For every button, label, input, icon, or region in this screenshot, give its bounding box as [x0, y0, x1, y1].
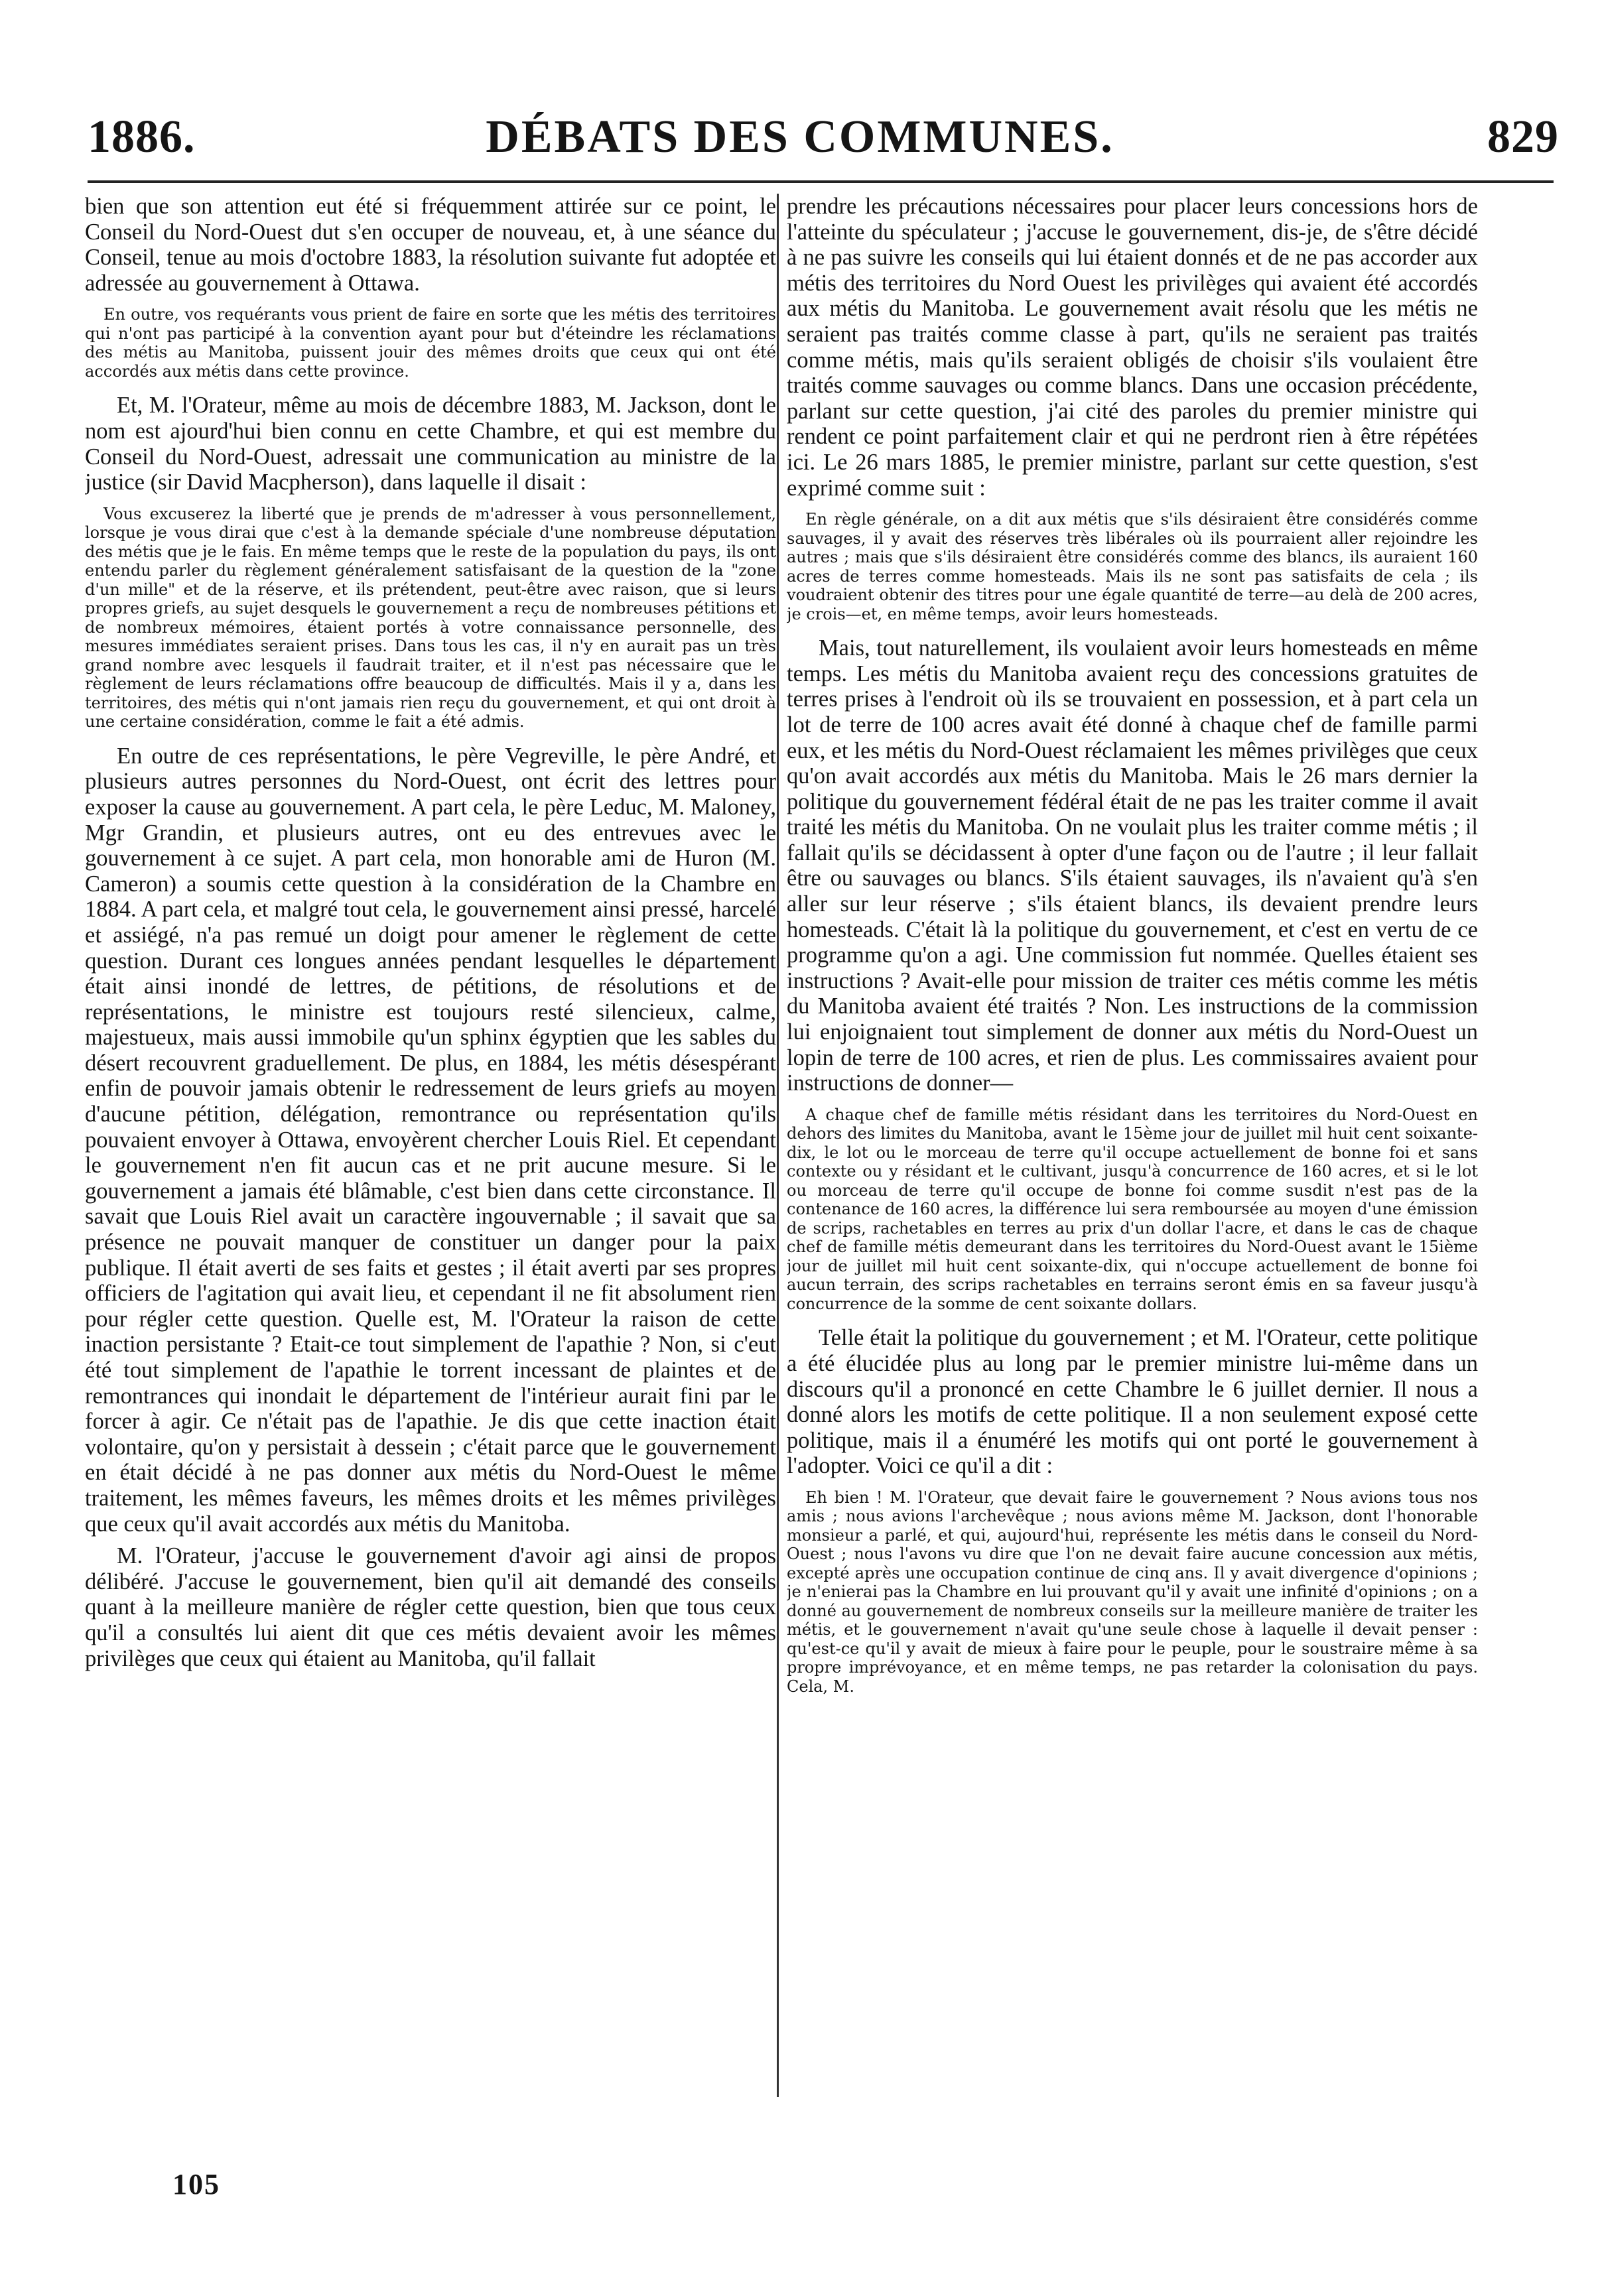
quotation: En règle générale, on a dit aux métis que s'ils désiraient être considérés comme sauvages, il y avait des réserves très libérales où ils pourraient aller rejoindre les autres ; mais que s'ils désiraient être considérés comme des blancs, ils auraient 160 acres de terres comme homesteads. Mais ils ne sont pas satisfaits de cela ; ils voudraient obtenir des titres pour une égale quantité de terre—au delà de 200 acres, je crois—et, en même temps, avoir leurs homesteads.: [787, 510, 1478, 623]
signature-folio: 105: [172, 2168, 220, 2200]
quotation: Vous excuserez la liberté que je prends de m'adresser à vous personnellement, lorsque je vous dirai que c'est à la demande spéciale d'une nombreuse députation des métis que je le fais. En même temps que le reste de la population du pays, ils ont entendu parler du règlement généralement satisfaisant de la question de la "zone d'un mille" et de la réserve, et ils prétendent, peut-être avec raison, que si leurs propres griefs, au sujet desquels le gouvernement a reçu de nombreuses pétitions et de nombreux mémoires, étaient portés à votre connaissance personnelle, des mesures immédiates seraient prises. Dans tous les cas, il n'y en aurait pas un très grand nombre avec lesquels il faudrait traiter, et il n'est pas nécessaire que le règlement de leurs réclamations offre beaucoup de difficultés. Mais il y a, dans les territoires, des métis qui n'ont jamais rien reçu du gouvernement, et qui ont droit à une certaine considération, comme le fait a été admis.: [85, 504, 776, 732]
paragraph: prendre les précautions nécessaires pour placer leurs concessions hors de l'atteinte du spéculateur ; j'accuse le gouvernement, dis-je, de s'être décidé à ne pas suivre les conseils qui lui étaient donnés et de ne pas accorder aux métis des territoires du Nord Ouest les privilèges qui avaient été accordés aux métis du Manitoba. Le gouvernement avait résolu que les métis ne seraient pas traités comme classe à part, qu'ils ne seraient pas traités comme métis, mais qu'ils seraient obligés de choisir s'ils voulaient être traités comme sauvages ou comme blancs. Dans une occasion précédente, parlant sur cette question, j'ai cité des paroles du premier ministre qui rendent ce point parfaitement clair et qui ne perdront rien à être répétées ici. Le 26 mars 1885, le premier ministre, parlant sur cette question, s'est exprimé comme suit :: [787, 194, 1478, 501]
right-column: [787, 194, 1478, 2236]
quotation: Eh bien ! M. l'Orateur, que devait faire le gouvernement ? Nous avions tous nos amis ; nous avions l'archevêque ; nous avions même M. Jackson, dont l'honorable monsieur a parlé, et qui, aujourd'hui, représente les métis dans le conseil du Nord-Ouest ; nous l'avons vu dire que l'on ne devait faire aucune concession aux métis, excepté après une occupation continue de cinq ans. Il y avait divergence d'opinions ; je n'enierai pas la Chambre en lui prouvant qu'il y avait une infinité d'opinions ; on a donné au gouvernement de nombreux conseils sur la meilleure manière de traiter les métis, et le gouvernement n'avait qu'une seule chose à laquelle il devait penser : qu'est-ce qu'il y avait de mieux à faire pour le peuple, pour le soustraire même à sa propre imprévoyance, et en même temps, ne pas retarder la colonisation du pays. Cela, M.: [787, 1488, 1478, 1696]
header-title: DÉBATS DES COMMUNES.: [486, 111, 1114, 162]
quotation: En outre, vos requérants vous prient de faire en sorte que les métis des territoires qui n'ont pas participé à la convention ayant pour but d'éteindre les réclamations des métis au Manitoba, puissent jouir des mêmes droits que ceux qui ont été accordés aux métis dans cette province.: [85, 305, 776, 381]
header-page-number: 829: [1487, 111, 1559, 162]
paragraph: Mais, tout naturellement, ils voulaient avoir leurs homesteads en même temps. Les métis du Manitoba avaient reçu des concessions gratuites de terres prises à l'endroit où ils se trouvaient en possession, et à part cela un lot de terre de 100 acres avait été donné à chaque chef de famille parmi eux, et les métis du Nord-Ouest réclamaient les mêmes privilèges que ceux qu'on avait accordés aux métis du Manitoba. Mais le 26 mars dernier la politique du gouvernement fédéral était de ne pas les traiter comme il avait traité les métis du Manitoba. On ne voulait plus les traiter comme métis ; il fallait qu'ils se décidassent à opter d'une façon ou de l'autre ; il leur fallait être ou sauvages ou blancs. S'ils étaient sauvages, ils n'avaient qu'à s'en aller sur leur réserve ; s'ils étaient blancs, ils devaient prendre leurs homesteads. C'était là la politique du gouvernement, et c'est en vertu de ce programme qu'on a agi. Une commission fut nommée. Quelles étaient ses instructions ? Avait-elle pour mission de traiter ces métis comme les métis du Manitoba avaient été traités ? Non. Les instructions de la commission lui enjoignaient tout simplement de donner aux métis du Nord-Ouest un lopin de terre de 100 acres, et rien de plus. Les commissaires avaient pour instructions de donner—: [787, 635, 1478, 1096]
paragraph: bien que son attention eut été si fréquemment attirée sur ce point, le Conseil du Nord-Ouest dut s'en occuper de nouveau, et, à une séance du Conseil, tenue au mois d'octobre 1883, la résolution suivante fut adoptée et adressée au gouvernement à Ottawa.: [85, 194, 776, 296]
paragraph: Et, M. l'Orateur, même au mois de décembre 1883, M. Jackson, dont le nom est ajourd'hui bien connu en cette Chambre, et qui est membre du Conseil du Nord-Ouest, adressait une communication au ministre de la justice (sir David Macpherson), dans laquelle il disait :: [85, 393, 776, 495]
left-column: [85, 194, 776, 2236]
column-divider: [777, 194, 779, 2097]
paragraph: M. l'Orateur, j'accuse le gouvernement d'avoir agi ainsi de propos délibéré. J'accuse le gouvernement, bien qu'il ait demandé des conseils quant à la meilleure manière de régler cette question, bien que tous ceux qu'il a consultés lui aient dit que ces métis devaient avoir les mêmes privilèges que ceux qui étaient au Manitoba, qu'il fallait: [85, 1543, 776, 1671]
header-rule: [88, 180, 1554, 183]
header-year: 1886.: [88, 111, 196, 162]
quotation: A chaque chef de famille métis résidant dans les territoires du Nord-Ouest en dehors des limites du Manitoba, avant le 15ème jour de juillet mil huit cent soixante-dix, le lot ou le morceau de terre qu'il occupe actuellement de bonne foi et sans contexte ou y résidant et le cultivant, jusqu'à concurrence de 160 acres, et si le lot ou morceau de terre qu'il occupe de bonne foi comme susdit n'est pas de la contenance de 160 acres, la différence lui sera remboursée au moyen d'une émission de scrips, rachetables en terres au prix d'un dollar l'acre, et dans le cas de chaque chef de famille métis demeurant dans les territoires du Nord-Ouest avant le 15ième jour de juillet mil huit cent soixante-dix, qui n'occupe actuellement de bonne foi aucun terrain, des scrips rachetables en terrains seront émis en sa faveur jusqu'à concurrence de la somme de cent soixante dollars.: [787, 1105, 1478, 1313]
paragraph: Telle était la politique du gouvernement ; et M. l'Orateur, cette politique a été élucidée plus au long par le premier ministre lui-même dans un discours qu'il a prononcé en cette Chambre le 6 juillet dernier. Il nous a donné alors les motifs de cette politique. Il a non seulement exposé cette politique, mais il a énuméré les motifs qui ont porté le gouvernement à l'adopter. Voici ce qu'il a dit :: [787, 1325, 1478, 1479]
paragraph: En outre de ces représentations, le père Vegreville, le père André, et plusieurs autres personnes du Nord-Ouest, ont écrit des lettres pour exposer la cause au gouvernement. A part cela, le père Leduc, M. Maloney, Mgr Grandin, et plusieurs autres, ont eu des entrevues avec le gouvernement à ce sujet. A part cela, mon honorable ami de Huron (M. Cameron) a soumis cette question à la considération de la Chambre en 1884. A part cela, et malgré tout cela, le gouvernement ainsi pressé, harcelé et assiégé, n'a pas remué un doigt pour amener le règlement de cette question. Durant ces longues années pendant lesquelles le département était ainsi inondé de lettres, de pétitions, de résolutions et de représentations, le ministre est toujours resté silencieux, calme, majestueux, mais aussi immobile qu'un sphinx égyptien que les sables du désert recouvrent graduellement. De plus, en 1884, les métis désespérant enfin de pouvoir jamais obtenir le redressement de leurs griefs au moyen d'aucune pétition, délégation, remontrance ou représentation qu'ils pouvaient envoyer à Ottawa, envoyèrent chercher Louis Riel. Et cependant le gouvernement n'en fit aucun cas et ne prit aucune mesure. Si le gouvernement a jamais été blâmable, c'est bien dans cette circonstance. Il savait que Louis Riel avait un caractère ingouvernable ; il savait que sa présence ne pouvait manquer de constituer un danger pour la paix publique. Il était averti de ses faits et gestes ; il était averti par ses propres officiers de l'agitation qui avait lieu, et cependant il ne fit absolument rien pour régler cette question. Quelle est, M. l'Orateur la raison de cette inaction persistante ? Etait-ce tout simplement de l'apathie ? Non, si c'eut été tout simplement de l'apathie le torrent incessant de plaintes et de remontrances qui inondait le département de l'intérieur aurait fini par le forcer à agir. Ce n'était pas de l'apathie. Je dis que cette inaction était volontaire, qu'on y persistait à dessein ; c'était parce que le gouvernement en était décidé à ne pas donner aux métis du Nord-Ouest le même traitement, les mêmes faveurs, les mêmes droits et les mêmes privilèges que ceux qu'il avait accordés aux métis du Manitoba.: [85, 743, 776, 1537]
